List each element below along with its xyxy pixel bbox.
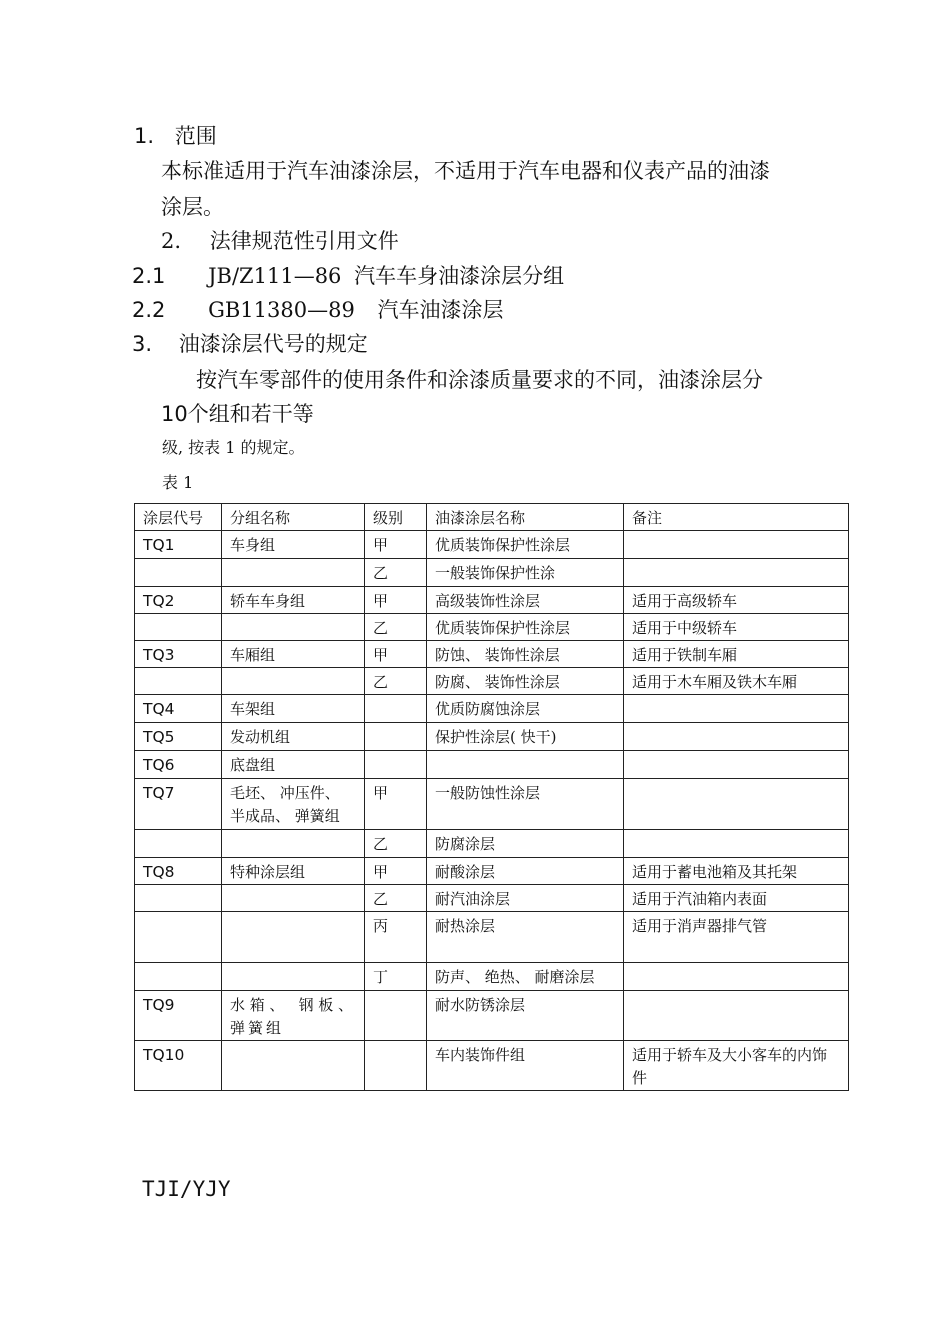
cell-coating-name: 优质装饰保护性涂层 <box>427 531 624 559</box>
cell-group <box>222 912 365 963</box>
cell-grade <box>365 991 427 1041</box>
cell-note <box>624 830 849 858</box>
cell-note <box>624 531 849 559</box>
cell-code <box>135 963 222 991</box>
cell-coating-name: 高级装饰性涂层 <box>427 587 624 614</box>
cell-code <box>135 912 222 963</box>
section-2-title: 法律规范性引用文件 <box>209 229 399 253</box>
reference-2-title: 汽车油漆涂层 <box>377 298 504 322</box>
cell-coating-name: 一般防蚀性涂层 <box>427 779 624 830</box>
cell-group: 水箱、 钢板、 弹簧组 <box>222 991 365 1041</box>
cell-code: TQ2 <box>135 587 222 614</box>
table-row <box>135 830 849 858</box>
cell-code: TQ6 <box>135 751 222 779</box>
reference-2-code: GB11380—89 <box>208 298 355 322</box>
cell-note: 适用于木车厢及铁木车厢 <box>624 668 849 695</box>
cell-group: 发动机组 <box>222 723 365 751</box>
cell-group: 毛坯、 冲压件、 半成品、 弹簧组 <box>222 779 365 830</box>
cell-coating-name: 耐热涂层 <box>427 912 624 963</box>
cell-grade: 甲 <box>365 531 427 559</box>
table-row <box>135 751 849 779</box>
table-row <box>135 779 849 830</box>
cell-coating-name <box>427 751 624 779</box>
cell-grade: 甲 <box>365 779 427 830</box>
cell-coating-name: 车内装饰件组 <box>427 1041 624 1091</box>
cell-note: 适用于汽油箱内表面 <box>624 885 849 912</box>
cell-grade: 乙 <box>365 668 427 695</box>
cell-group <box>222 963 365 991</box>
reference-1 <box>132 262 564 290</box>
cell-code <box>135 559 222 587</box>
cell-note <box>624 991 849 1041</box>
cell-note <box>624 963 849 991</box>
cell-group: 车身组 <box>222 531 365 559</box>
cell-grade: 乙 <box>365 559 427 587</box>
section-3-number: 3. <box>132 332 153 356</box>
cell-coating-name: 优质防腐蚀涂层 <box>427 695 624 723</box>
cell-grade: 甲 <box>365 858 427 885</box>
cell-code: TQ10 <box>135 1041 222 1091</box>
cell-note: 适用于铁制车厢 <box>624 641 849 668</box>
section-1-number: 1. <box>134 124 155 148</box>
table-row <box>135 587 849 614</box>
table-row <box>135 885 849 912</box>
cell-code <box>135 885 222 912</box>
cell-code: TQ9 <box>135 991 222 1041</box>
table-row <box>135 1041 849 1091</box>
section-3-title: 油漆涂层代号的规定 <box>178 332 368 356</box>
coating-code-table <box>134 503 849 1091</box>
cell-group: 车厢组 <box>222 641 365 668</box>
cell-grade: 甲 <box>365 641 427 668</box>
cell-note: 适用于轿车及大小客车的内饰件 <box>624 1041 849 1091</box>
cell-group <box>222 1041 365 1091</box>
reference-1-title: 汽车车身油漆涂层分组 <box>354 264 565 288</box>
table-header-row <box>135 504 849 531</box>
cell-grade: 丙 <box>365 912 427 963</box>
cell-grade: 丁 <box>365 963 427 991</box>
section-3-body-line-2: 10个组和若干等 <box>161 402 314 426</box>
cell-code: TQ5 <box>135 723 222 751</box>
header-coating-name: 油漆涂层名称 <box>427 504 624 531</box>
cell-note <box>624 559 849 587</box>
cell-coating-name: 耐酸涂层 <box>427 858 624 885</box>
section-3-heading <box>132 330 368 358</box>
cell-note: 适用于蓄电池箱及其托架 <box>624 858 849 885</box>
cell-group <box>222 830 365 858</box>
table-row <box>135 912 849 963</box>
cell-group <box>222 885 365 912</box>
cell-grade: 甲 <box>365 587 427 614</box>
cell-coating-name: 一般装饰保护性涂 <box>427 559 624 587</box>
table-row <box>135 695 849 723</box>
cell-note <box>624 779 849 830</box>
table-row <box>135 991 849 1041</box>
cell-code <box>135 830 222 858</box>
cell-code: TQ1 <box>135 531 222 559</box>
cell-grade: 乙 <box>365 614 427 641</box>
cell-group <box>222 614 365 641</box>
cell-coating-name: 优质装饰保护性涂层 <box>427 614 624 641</box>
cell-group: 轿车车身组 <box>222 587 365 614</box>
section-1-body-line-2: 涂层。 <box>161 195 224 219</box>
cell-coating-name: 防腐涂层 <box>427 830 624 858</box>
cell-note <box>624 695 849 723</box>
table-row <box>135 531 849 559</box>
cell-grade <box>365 695 427 723</box>
cell-group <box>222 559 365 587</box>
section-1-body-line-1: 本标准适用于汽车油漆涂层，不适用于汽车电器和仪表产品的油漆 <box>161 159 770 183</box>
reference-1-number: 2.1 <box>132 264 166 288</box>
header-group: 分组名称 <box>222 504 365 531</box>
reference-1-code: JB/Z111—86 <box>208 264 342 288</box>
cell-code: TQ8 <box>135 858 222 885</box>
table-caption: 表 1 <box>162 473 194 492</box>
section-2-number: 2. <box>161 229 182 253</box>
cell-coating-name: 防蚀、 装饰性涂层 <box>427 641 624 668</box>
section-1-heading <box>134 122 217 150</box>
cell-note: 适用于高级轿车 <box>624 587 849 614</box>
cell-code: TQ7 <box>135 779 222 830</box>
table-row <box>135 559 849 587</box>
header-code: 涂层代号 <box>135 504 222 531</box>
cell-coating-name: 防声、 绝热、 耐磨涂层 <box>427 963 624 991</box>
table-row <box>135 641 849 668</box>
cell-code: TQ4 <box>135 695 222 723</box>
cell-note <box>624 723 849 751</box>
cell-note <box>624 751 849 779</box>
cell-coating-name: 耐水防锈涂层 <box>427 991 624 1041</box>
cell-grade: 乙 <box>365 830 427 858</box>
section-3-body-line-1: 按汽车零部件的使用条件和涂漆质量要求的不同，油漆涂层分 <box>196 368 763 392</box>
table-row <box>135 963 849 991</box>
table-row <box>135 614 849 641</box>
table-row <box>135 723 849 751</box>
cell-note: 适用于消声器排气管 <box>624 912 849 963</box>
table-row <box>135 668 849 695</box>
header-note: 备注 <box>624 504 849 531</box>
section-3-body-line-3: 级, 按表 1 的规定。 <box>162 438 305 457</box>
cell-coating-name: 防腐、 装饰性涂层 <box>427 668 624 695</box>
cell-code: TQ3 <box>135 641 222 668</box>
cell-grade <box>365 751 427 779</box>
table-row <box>135 858 849 885</box>
cell-grade <box>365 1041 427 1091</box>
cell-group: 特种涂层组 <box>222 858 365 885</box>
cell-coating-name: 耐汽油涂层 <box>427 885 624 912</box>
cell-coating-name: 保护性涂层( 快干) <box>427 723 624 751</box>
cell-grade: 乙 <box>365 885 427 912</box>
cell-note: 适用于中级轿车 <box>624 614 849 641</box>
footer-mark: TJI/YJY <box>142 1177 231 1201</box>
cell-code <box>135 614 222 641</box>
header-grade: 级别 <box>365 504 427 531</box>
cell-group: 底盘组 <box>222 751 365 779</box>
reference-2 <box>132 296 504 324</box>
section-2-heading <box>161 227 399 255</box>
cell-group: 车架组 <box>222 695 365 723</box>
reference-2-number: 2.2 <box>132 298 166 322</box>
cell-group <box>222 668 365 695</box>
cell-grade <box>365 723 427 751</box>
cell-code <box>135 668 222 695</box>
section-1-title: 范围 <box>174 124 217 148</box>
